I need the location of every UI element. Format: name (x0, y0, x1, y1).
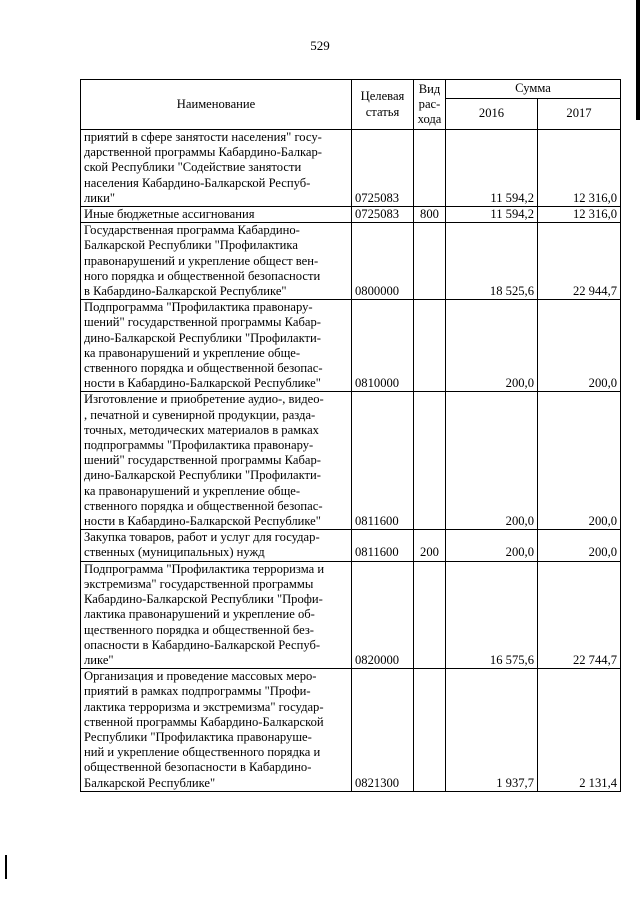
row-sum-2016: 200,0 (446, 392, 538, 530)
header-name: Наименование (81, 80, 352, 130)
row-name-line: ка правонарушений и укрепление обще- (84, 483, 301, 498)
row-name-line: Организация и проведение массовых меро- (84, 669, 317, 684)
row-name-line: приятий в рамках подпрограммы "Профи- (84, 684, 311, 699)
row-expense-type (414, 561, 446, 668)
row-name-line: Балкарской Республике" (84, 775, 216, 790)
row-name-line: ка правонарушений и укрепление обще- (84, 345, 301, 360)
row-name-line: ственных (муниципальных) нужд (84, 545, 265, 560)
row-target-article: 0821300 (352, 669, 414, 792)
row-name-line: Изготовление и приобретение аудио-, видео- (84, 392, 324, 407)
table-row (81, 300, 621, 392)
row-sum-2017: 22 744,7 (538, 561, 621, 668)
table-body (81, 130, 621, 792)
row-sum-2016: 11 594,2 (446, 130, 538, 207)
row-name-line: ственного порядка и общественной безопас- (84, 498, 323, 513)
header-target-article-line: Целевая (360, 89, 405, 104)
header-year-2016: 2016 (446, 99, 538, 130)
row-target-article: 0811600 (352, 392, 414, 530)
row-name (81, 130, 352, 207)
row-name-line: ного порядка и общественной безопасности (84, 268, 321, 283)
row-name-line: дино-Балкарской Республики "Профилакти- (84, 330, 321, 345)
row-name-line: общественной безопасности в Кабардино- (84, 760, 312, 775)
row-name (81, 561, 352, 668)
margin-mark (636, 0, 640, 120)
row-name-line: Республики "Профилактика правонаруше- (84, 729, 312, 744)
table-row (81, 669, 621, 792)
row-name-line: лактика правонарушений и укрепление об- (84, 607, 315, 622)
row-name-line: ности в Кабардино-Балкарской Республике" (84, 514, 321, 529)
row-name-line: Подпрограмма "Профилактика терроризма и (84, 561, 325, 576)
header-expense-type (414, 80, 446, 130)
header-expense-type-line: Вид (418, 81, 441, 96)
row-name-line: ской Республики "Содействие занятости (84, 160, 302, 175)
row-sum-2017: 12 316,0 (538, 130, 621, 207)
row-name-line: шений" государственной программы Кабар- (84, 315, 321, 330)
table-row (81, 223, 621, 300)
row-name-line: ственной программы Кабардино-Балкарской (84, 714, 324, 729)
row-sum-2016: 200,0 (446, 300, 538, 392)
row-target-article: 0820000 (352, 561, 414, 668)
header-year-2017: 2017 (538, 99, 621, 130)
budget-table (80, 79, 621, 792)
row-name-line: населения Кабардино-Балкарской Респуб- (84, 175, 311, 190)
row-sum-2017: 22 944,7 (538, 223, 621, 300)
page-number: 529 (310, 38, 330, 53)
row-name-line: Государственная программа Кабардино- (84, 223, 300, 238)
row-name (81, 530, 352, 561)
row-name-line: дино-Балкарской Республики "Профилакти- (84, 468, 321, 483)
row-expense-type (414, 300, 446, 392)
row-name-line: правонарушений и укрепление общест вен- (84, 253, 319, 268)
row-name-line: Иные бюджетные ассигнования (84, 207, 255, 222)
row-name-line: в Кабардино-Балкарской Республике" (84, 284, 287, 299)
row-target-article: 0810000 (352, 300, 414, 392)
row-target-article: 0811600 (352, 530, 414, 561)
row-sum-2016: 200,0 (446, 530, 538, 561)
row-sum-2016: 16 575,6 (446, 561, 538, 668)
row-name-line: , печатной и сувенирной продукции, разда- (84, 407, 316, 422)
row-name-line: опасности в Кабардино-Балкарской Респуб- (84, 637, 321, 652)
row-name-line: ности в Кабардино-Балкарской Республике" (84, 376, 321, 391)
row-name-line: точных, методических материалов в рамках (84, 422, 319, 437)
row-target-article: 0800000 (352, 223, 414, 300)
header-target-article-line: статья (365, 104, 400, 119)
table-row (81, 130, 621, 207)
row-name-line: щественного порядка и общественной без- (84, 622, 314, 637)
row-name-line: Подпрограмма "Профилактика правонару- (84, 300, 313, 315)
row-sum-2016: 18 525,6 (446, 223, 538, 300)
table-row (81, 207, 621, 223)
row-expense-type (414, 130, 446, 207)
row-name-line: подпрограммы "Профилактика правонару- (84, 438, 314, 453)
header-target-article (352, 80, 414, 130)
row-sum-2017: 200,0 (538, 300, 621, 392)
row-name-line: экстремизма" государственной программы (84, 576, 314, 591)
row-sum-2017: 200,0 (538, 530, 621, 561)
row-name-line: лики" (84, 190, 116, 205)
header-sum: Сумма (446, 80, 621, 99)
row-name-line: приятий в сфере занятости населения" госу- (84, 130, 322, 144)
row-name-line: Балкарской Республики "Профилактика (84, 238, 298, 253)
row-name-line: ственного порядка и общественной безопас- (84, 361, 323, 376)
margin-mark (5, 855, 7, 879)
row-target-article: 0725083 (352, 130, 414, 207)
row-name-line: шений" государственной программы Кабар- (84, 453, 321, 468)
row-name-line: Кабардино-Балкарской Республики "Профи- (84, 592, 323, 607)
row-expense-type (414, 223, 446, 300)
header-expense-type-line: хода (417, 112, 442, 127)
row-sum-2017: 200,0 (538, 392, 621, 530)
row-sum-2016: 1 937,7 (446, 669, 538, 792)
header-expense-type-line: рас- (418, 96, 441, 111)
row-sum-2017: 2 131,4 (538, 669, 621, 792)
row-name-line: ний и укрепление общественного порядка и (84, 745, 321, 760)
row-expense-type: 800 (414, 207, 446, 223)
table-row (81, 392, 621, 530)
row-name-line: лике" (84, 652, 114, 667)
row-name (81, 207, 352, 223)
row-name-line: дарственной программы Кабардино-Балкар- (84, 145, 323, 160)
table-row (81, 530, 621, 561)
row-name-line: Закупка товаров, работ и услуг для государ- (84, 530, 320, 545)
row-expense-type: 200 (414, 530, 446, 561)
row-name (81, 669, 352, 792)
row-name (81, 300, 352, 392)
row-expense-type (414, 392, 446, 530)
row-name (81, 223, 352, 300)
row-sum-2017: 12 316,0 (538, 207, 621, 223)
row-expense-type (414, 669, 446, 792)
row-target-article: 0725083 (352, 207, 414, 223)
table-row (81, 561, 621, 668)
row-name-line: лактика терроризма и экстремизма" государ- (84, 699, 324, 714)
row-name (81, 392, 352, 530)
row-sum-2016: 11 594,2 (446, 207, 538, 223)
